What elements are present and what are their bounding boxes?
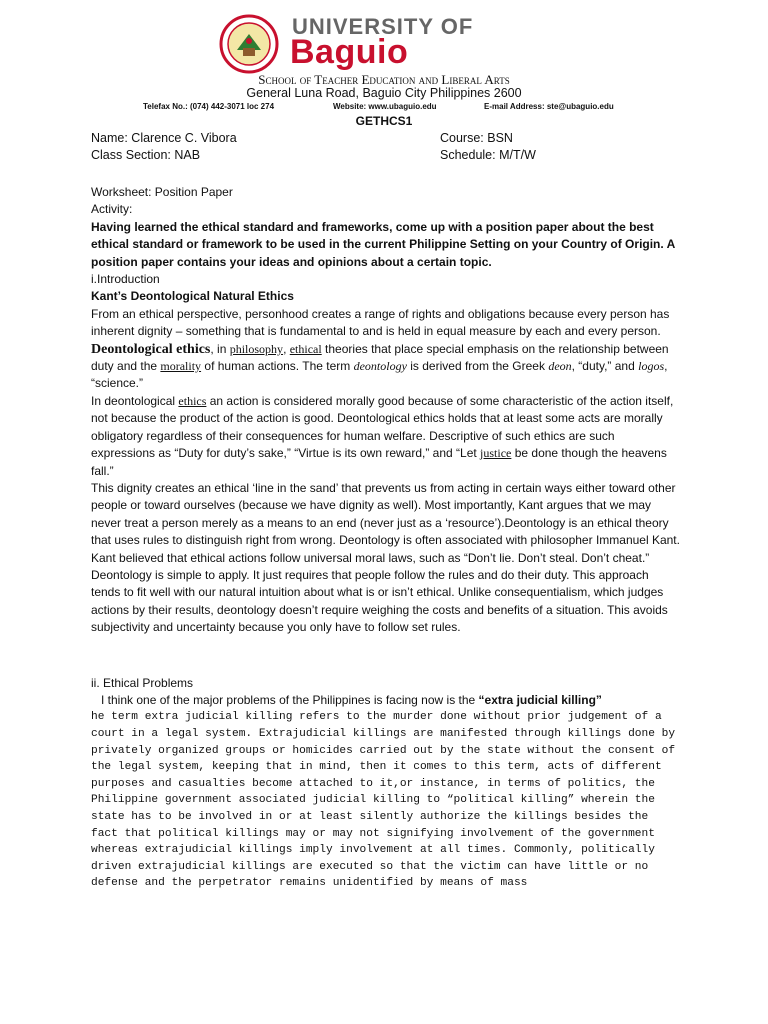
paragraph-deontological: Deontological ethics, in philosophy, ethical theories that place special emphasis on the relationship between duty and the morality of human actions. The term deontology is derived from the Greek deon, “duty,” and logos, “science.” [91,341,669,391]
email-address: E-mail Address: ste@ubaguio.edu [484,102,614,111]
intro-heading: i.Introduction [91,272,160,287]
link-ethics[interactable]: ethics [178,393,207,408]
website: Website: www.ubaguio.edu [333,102,437,111]
term-logos: logos [638,359,665,374]
student-course: Course: BSN [440,131,513,145]
paragraph-deontological-ethics: In deontological ethics an action is considered morally good because of some characteristic of the action itself, not because the product of the action is good. Deontological ethics holds that at least some acts are morally obligatory regardless of their consequences for human welfare. Descriptive of such ethics are such expressions as “Duty for duty’s sake,” “Virtue is its own reward,” and “Let justice be done though the heavens fall.” [91,393,674,478]
term-deontological-ethics: Deontological ethics [91,341,211,357]
course-code: GETHCS1 [355,114,413,128]
link-ethical[interactable]: ethical [289,341,322,356]
university-name-main: Baguio [290,33,409,71]
problems-heading: ii. Ethical Problems [91,675,194,690]
document-body [91,184,681,892]
paragraph-dignity: This dignity creates an ethical ‘line in the sand’ that prevents us from acting in certain ways either toward other people or toward ourselves (because we have dignity as well). Most importantly, Kant argues that we may never treat a person merely as a means to an end (never just as a ‘resource’).Deontology is an ethical theory that uses rules to distinguish right from wrong. Deontology is often associated with philosopher Immanuel Kant. Kant believed that ethical actions follow universal moral laws, such as “Don’t lie. Don’t steal. Don’t cheat.” Deontology is simple to apply. It just requires that people follow the rules and do their duty. This approach tends to fit well with our natural intuition about what is or isn’t ethical. Unlike consequentialism, which judges actions by their results, deontology doesn’t require weighing the costs and benefits of a situation. This avoids subjectivity and uncertainty because you only have to follow set rules. [91,480,680,635]
link-philosophy[interactable]: philosophy [229,341,284,356]
university-seal-logo [219,14,279,74]
student-name: Name: Clarence C. Vibora [91,131,237,145]
paragraph-personhood: From an ethical perspective, personhood creates a range of rights and obligations because every person has inherent dignity – something that is fundamental to and is held in equal measure by each and every person. [91,306,670,339]
term-extra-judicial-killing: “extra judicial killing” [478,692,602,707]
activity-label: Activity: [91,202,133,217]
link-morality[interactable]: morality [160,359,202,374]
school-address: General Luna Road, Baguio City Philippines 2600 [246,86,522,100]
term-deon: deon [548,359,572,374]
activity-instructions: Having learned the ethical standard and frameworks, come up with a position paper about the best ethical standard or framework to be used in the current Philippine Setting on your Country of Origin. A position paper contains your ideas and opinions about a certain topic. [91,219,675,269]
school-name: School of Teacher Education and Liberal Arts [258,72,510,87]
problems-intro: I think one of the major problems of the Philippines is facing now is the “extra judicial killing” [101,692,602,707]
kant-heading: Kant’s Deontological Natural Ethics [91,289,294,304]
schedule: Schedule: M/T/W [440,148,536,162]
worksheet-title: Worksheet: Position Paper [91,185,233,199]
paragraph-extrajudicial: he term extra judicial killing refers to the murder done without prior judgement of a court in a legal system. Extrajudicial killings are manifested through killings done by privately organized groups or homicides carried out by the state without the consent of the legal system, keeping that in mind, then it comes to this term, acts of different purposes and casualties become attached to it,or instance, in terms of politics, the Philippine government associated judicial killing to “political killing” wherein the state has to be involved in or at least silently authorize the killings besides the fact that political killings may or may not signifying involvement of the government whereas extrajudicial killings imply involvement at all times. Commonly, politically driven extrajudicial killings are executed so that the victim can have little or no defense and the perpetrator remains unidentified by means of mass [91,711,676,890]
university-name-top: UNIVERSITY OF [292,14,474,39]
term-deontology: deontology [353,359,407,374]
link-justice[interactable]: justice [480,446,512,461]
class-section: Class Section: NAB [91,148,201,162]
telefax: Telefax No.: (074) 442-3071 loc 274 [143,102,275,111]
